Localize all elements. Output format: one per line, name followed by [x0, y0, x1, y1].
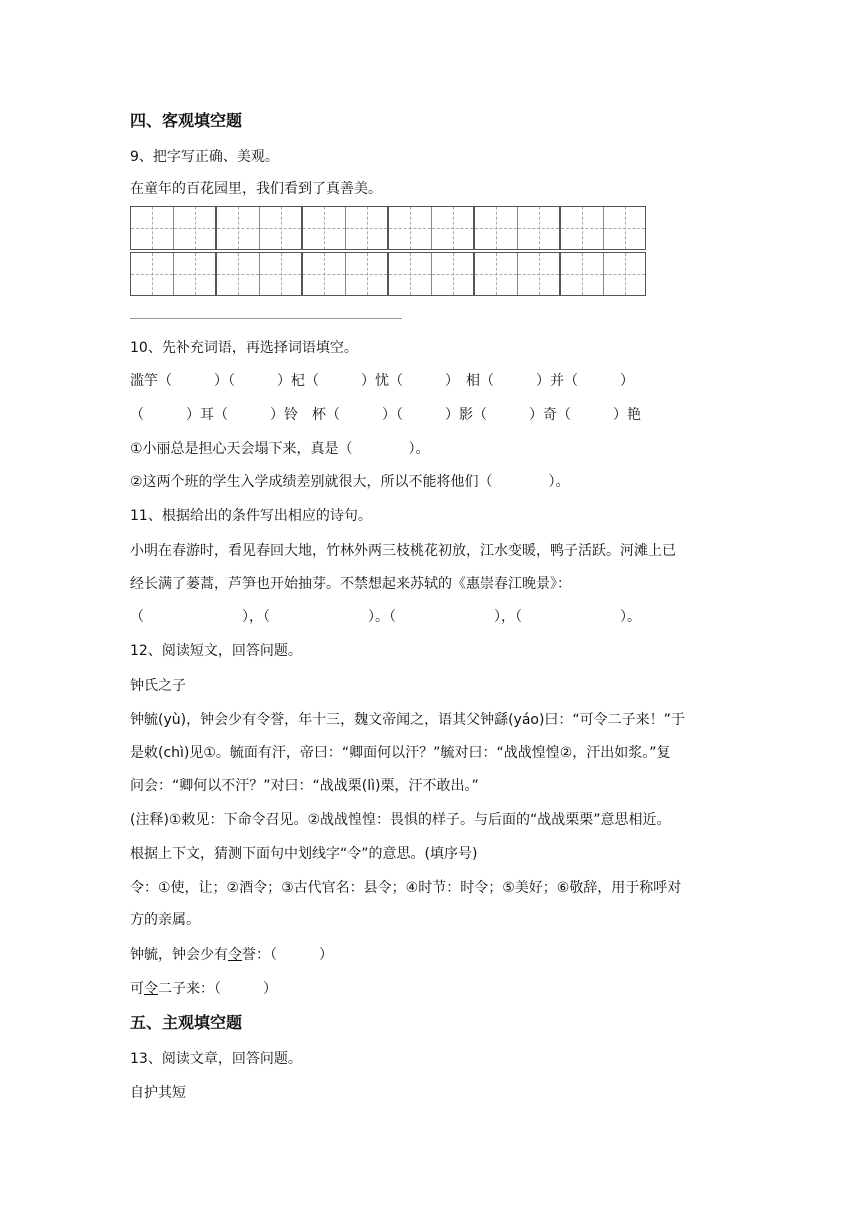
grid-group [474, 252, 560, 296]
q12-item-2 [130, 979, 277, 999]
q12-item2-pre: 可 [130, 981, 144, 997]
writing-cell[interactable] [561, 207, 603, 249]
q12-instruction: 根据上下文，猜测下面句中划线字“令”的意思。(填序号) [130, 846, 478, 862]
writing-cell[interactable] [303, 207, 345, 249]
grid-group [216, 252, 302, 296]
writing-cell[interactable] [131, 207, 173, 249]
writing-grid-row-1[interactable] [130, 206, 646, 250]
q12-item-1 [130, 945, 333, 965]
writing-cell[interactable] [389, 253, 431, 295]
q11-passage-line1: 小明在春游时，看见春回大地，竹林外两三枝桃花初放，江水变暖，鸭子活跃。河滩上已 [130, 543, 676, 559]
q12-passage-title: 钟氏之子 [130, 678, 186, 694]
q11-passage-line2: 经长满了蒌蒿，芦笋也开始抽芽。不禁想起来苏轼的《惠崇春江晚景》： [130, 576, 571, 592]
q12-item1-pre: 钟毓，钟会少有 [130, 947, 228, 963]
writing-cell[interactable] [431, 253, 473, 295]
q12-prompt: 12、阅读短文，回答问题。 [130, 643, 302, 659]
writing-cell[interactable] [475, 253, 517, 295]
writing-cell[interactable] [217, 207, 259, 249]
q10-prompt: 10、先补充词语，再选择词语填空。 [130, 340, 358, 356]
writing-cell[interactable] [345, 207, 387, 249]
grid-group [302, 252, 388, 296]
divider-line [130, 318, 402, 319]
writing-cell[interactable] [259, 253, 301, 295]
writing-cell[interactable] [303, 253, 345, 295]
writing-cell[interactable] [345, 253, 387, 295]
writing-cell[interactable] [517, 207, 559, 249]
writing-cell[interactable] [131, 253, 173, 295]
q12-text-line3: 问会：“卿何以不汗？”对曰：“战战栗(lì)栗，汗不敢出。” [130, 778, 479, 794]
q12-options-line1: 令：①使，让；②酒令；③古代官名：县令；④时节：时令；⑤美好；⑥敬辞，用于称呼对 [130, 880, 682, 896]
q12-text-line1: 钟毓(yù)，钟会少有令誉，年十三，魏文帝闻之，语其父钟繇(yáo)曰：“可令二子来！”于 [130, 712, 685, 728]
q10-sentence-2: ②这两个班的学生入学成绩差别就很大，所以不能将他们（ ）。 [130, 474, 570, 490]
q12-note: (注释)①敕见：下命令召见。②战战惶惶：畏惧的样子。与后面的“战战栗栗”意思相近。 [130, 812, 671, 828]
q12-item2-underlined: 令 [144, 981, 158, 997]
writing-cell[interactable] [603, 207, 645, 249]
writing-cell[interactable] [431, 207, 473, 249]
q9-sentence: 在童年的百花园里，我们看到了真善美。 [130, 181, 382, 197]
q10-words-line2: （ ）耳（ ）铃 杯（ ）（ ）影（ ）奇（ ）艳 [130, 407, 641, 423]
q12-item2-post: 二子来：（ ） [158, 981, 277, 997]
q11-prompt: 11、根据给出的条件写出相应的诗句。 [130, 508, 372, 524]
grid-group [560, 252, 646, 296]
q9-prompt: 9、把字写正确、美观。 [130, 149, 279, 165]
grid-group [388, 206, 474, 250]
q10-sentence-1: ①小丽总是担心天会塌下来，真是（ ）。 [130, 441, 430, 457]
grid-group [560, 206, 646, 250]
writing-cell[interactable] [517, 253, 559, 295]
writing-cell[interactable] [389, 207, 431, 249]
writing-cell[interactable] [217, 253, 259, 295]
q13-passage-title: 自护其短 [130, 1085, 186, 1101]
writing-cell[interactable] [561, 253, 603, 295]
section4-heading: 四、客观填空题 [130, 111, 243, 130]
q12-options-line2: 方的亲属。 [130, 912, 200, 928]
writing-cell[interactable] [259, 207, 301, 249]
q11-answer-blanks: （ ），（ ）。（ ），（ ）。 [130, 609, 641, 625]
grid-group [130, 252, 216, 296]
q10-words-line1: 滥竽（ ）（ ）杞（ ）忧（ ） 相（ ）并（ ） [130, 373, 634, 389]
writing-cell[interactable] [173, 207, 215, 249]
writing-cell[interactable] [173, 253, 215, 295]
q13-prompt: 13、阅读文章，回答问题。 [130, 1051, 302, 1067]
q12-item1-underlined: 令 [228, 947, 242, 963]
grid-group [474, 206, 560, 250]
grid-group [388, 252, 474, 296]
q12-text-line2: 是敕(chì)见①。毓面有汗，帝曰：“卿面何以汗？”毓对曰：“战战惶惶②，汗出如浆。”复 [130, 745, 671, 761]
section5-heading: 五、主观填空题 [130, 1013, 243, 1032]
grid-group [302, 206, 388, 250]
grid-group [130, 206, 216, 250]
writing-cell[interactable] [475, 207, 517, 249]
writing-grid-row-2[interactable] [130, 252, 646, 296]
writing-cell[interactable] [603, 253, 645, 295]
grid-group [216, 206, 302, 250]
q12-item1-post: 誉：（ ） [242, 947, 333, 963]
